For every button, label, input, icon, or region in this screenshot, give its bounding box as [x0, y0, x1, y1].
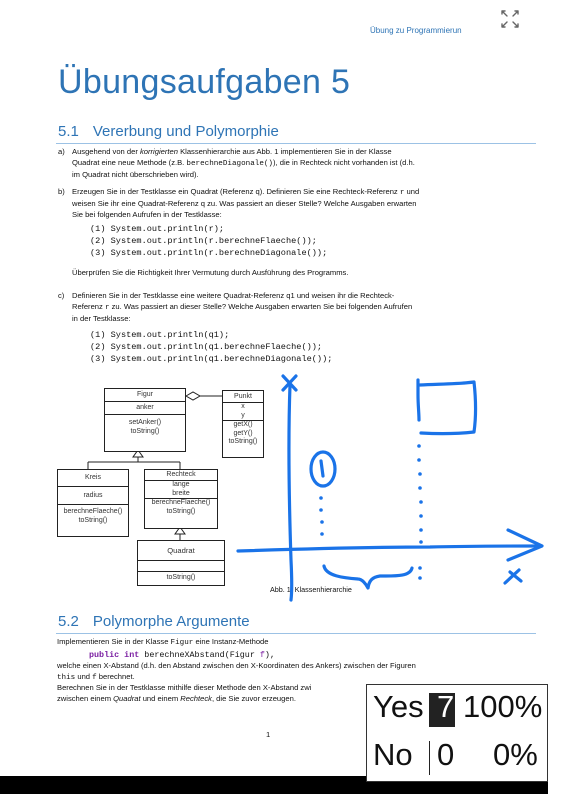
poll-percent: 100%	[463, 689, 543, 724]
section-5-2-heading	[58, 613, 250, 630]
class-method: setAnker()	[128, 419, 162, 426]
ink-x-axis	[238, 546, 540, 551]
code-line: (3) System.out.println(q1.berechneDiagonale());	[90, 353, 333, 364]
section-title: Vererbung und Polymorphie	[92, 123, 279, 140]
section-5-2-text: Implementieren Sie in der Klasse Figur eine Instanz-Methode public int berechneXAbstand(Figur f), welche einen X-Abstand (d.h. den Abstand zwischen den X-Koordinaten des Ankers) zwischen der Figuren this und f berechnet. Berechnen Sie in der Testklasse mithilfe dieser Methode den X-Abstand zwi zwischen einem Quadrat und einem Rechteck, die Sie zuvor erzeugen.	[57, 637, 416, 704]
class-method: berechneFlaeche()	[151, 499, 211, 506]
class-name: Quadrat	[167, 546, 195, 555]
class-attribute: x	[241, 403, 245, 410]
class-attribute: radius	[58, 486, 128, 504]
item-label-b: b)	[58, 187, 65, 196]
item-a-text: Ausgehend von der korrigierten Klassenhierarchie aus Abb. 1 implementieren Sie in der Klasse Quadrat eine neue Methode (z.B. berechneDiagonale()), die in Rechteck nicht vorhanden ist (d.h. im Quadrat nicht überschrieben wird).	[72, 147, 415, 179]
page-number: 1	[266, 730, 271, 739]
section-title: Polymorphe Argumente	[92, 613, 250, 630]
section-number: 5.1	[58, 123, 79, 140]
poll-count: 7	[437, 689, 455, 724]
poll-row-yes	[367, 685, 547, 729]
item-label-c: c)	[58, 291, 65, 300]
section-number: 5.2	[58, 613, 79, 630]
code-line: (1) System.out.println(q1);	[90, 330, 230, 340]
class-name: Rechteck	[166, 471, 196, 478]
poll-bar	[429, 741, 430, 775]
ink-bracket	[324, 566, 412, 588]
figure-caption: Abb. 1: Klassenhierarchie	[270, 585, 352, 594]
item-label-a: a)	[58, 147, 65, 156]
poll-label: Yes	[373, 689, 424, 724]
class-method: getY()	[233, 429, 253, 437]
class-method: toString()	[166, 507, 196, 515]
ink-x-mark	[505, 570, 521, 583]
poll-results-widget	[366, 684, 548, 782]
class-method: getX()	[233, 421, 253, 428]
item-b-check: Überprüfen Sie die Richtigkeit Ihrer Vermutung durch Ausführung des Programms.	[72, 268, 349, 277]
item-c-text: Definieren Sie in der Testklasse eine weitere Quadrat-Referenz q1 und weisen ihr die Rechteck- Referenz r zu. Was passiert an dieser Stelle? Welche Ausgaben erwarten Sie bei folgenden Aufrufen in der Testklasse:	[72, 291, 413, 323]
item-b-text: Erzeugen Sie in der Testklasse ein Quadrat (Referenz q). Definieren Sie eine Rechteck-Referenz r und weisen Sie ihr eine Quadrat-Referenz q zu. Was passiert an dieser Stelle? Welche Ausgaben erwarten Sie bei folgenden Aufrufen in der Testklasse:	[72, 187, 420, 219]
poll-row-no	[367, 733, 547, 777]
expand-icon[interactable]	[496, 5, 524, 33]
right-scroll-strip[interactable]	[548, 0, 566, 794]
ink-square	[420, 382, 476, 434]
code-line: (2) System.out.println(q1.berechneFlaeche());	[90, 341, 323, 352]
class-name: Punkt	[234, 393, 252, 400]
class-attribute: lange	[172, 481, 190, 488]
poll-label: No	[373, 737, 413, 772]
class-attribute: breite	[172, 489, 190, 497]
class-method: toString()	[228, 438, 258, 445]
code-line: (3) System.out.println(r.berechneDiagonale());	[90, 247, 328, 258]
ink-y-axis	[289, 385, 292, 600]
class-name: Kreis	[85, 474, 101, 481]
class-method: toString()	[78, 516, 108, 524]
class-method: berechneFlaeche()	[63, 508, 123, 515]
class-attribute: y	[241, 411, 245, 419]
page-title: Übungsaufgaben 5	[58, 63, 351, 101]
class-method: toString()	[138, 571, 224, 584]
poll-count: 0	[437, 737, 455, 772]
code-line: (2) System.out.println(r.berechneFlaeche());	[90, 235, 317, 246]
class-attribute: anker	[105, 401, 185, 414]
running-header: Übung zu Programmierun	[370, 26, 462, 35]
class-method: toString()	[130, 427, 160, 435]
poll-percent: 0%	[493, 737, 538, 772]
class-name: Figur	[137, 391, 153, 398]
code-line: (1) System.out.println(r);	[90, 224, 225, 234]
section-rule	[56, 633, 536, 634]
